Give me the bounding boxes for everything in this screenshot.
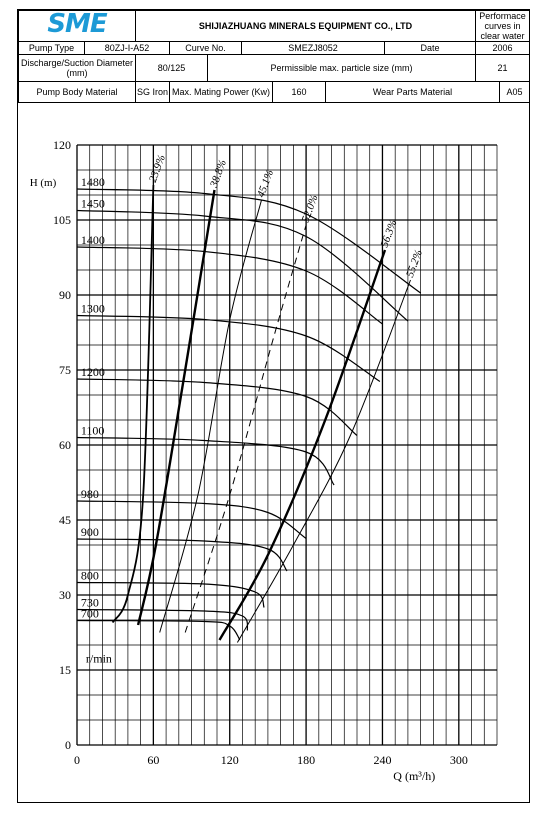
- efficiency-curve-label: 45.1%: [255, 168, 277, 200]
- speed-curve-label: 1480: [80, 175, 105, 189]
- particle-label: Permissible max. particle size (mm): [208, 55, 476, 82]
- speed-curve-label: 800: [80, 568, 99, 583]
- power-value: 160: [273, 82, 326, 103]
- perf-note: Performace curves in clear water: [476, 11, 530, 42]
- pump-type-value: 80ZJ-I-A52: [85, 42, 170, 55]
- speed-curve-label: 1450: [80, 196, 105, 211]
- wear-value: A05: [500, 82, 530, 103]
- company-logo: SME: [47, 10, 107, 39]
- speed-curve-label: 700: [80, 606, 99, 621]
- chart-labels: [30, 138, 468, 783]
- efficiency-curve: [138, 190, 214, 625]
- efficiency-curve: [160, 200, 262, 633]
- speed-curve-label: 1300: [80, 301, 105, 316]
- speed-curve: [77, 621, 240, 641]
- efficiency-curve-label: 23.9%: [146, 153, 168, 185]
- y-tick-label: 15: [59, 663, 71, 677]
- y-axis-label: H (m): [29, 177, 57, 189]
- x-tick-label: 240: [373, 753, 392, 767]
- pump-type-label: Pump Type: [19, 42, 85, 55]
- efficiency-curve: [237, 280, 410, 643]
- date-label: Date: [385, 42, 476, 55]
- y-tick-label: 45: [59, 513, 71, 527]
- diameter-value: 80/125: [136, 55, 208, 82]
- speed-curve-label: 900: [80, 525, 99, 539]
- chart-grid: [77, 145, 497, 745]
- y-tick-label: 75: [59, 363, 71, 377]
- speed-curve-label: 730: [80, 595, 99, 610]
- curve-no-value: SMEZJ8052: [242, 42, 385, 55]
- efficiency-curve-label: 38.8%: [207, 158, 229, 190]
- speed-curve-label: 1100: [80, 423, 105, 438]
- speed-unit-label: r/min: [85, 651, 112, 666]
- efficiency-curve-label: 56.3%: [378, 218, 400, 250]
- y-tick-label: 60: [59, 438, 71, 452]
- x-axis-label: Q (m³/h): [393, 769, 436, 783]
- material-label: Pump Body Material: [19, 82, 136, 103]
- efficiency-curve-label: 52.0%: [299, 193, 321, 225]
- speed-curve-label: 980: [80, 487, 99, 501]
- chart-curves: [77, 185, 421, 643]
- y-tick-label: 0: [65, 738, 71, 752]
- efficiency-curve-label: 55.2%: [403, 248, 425, 280]
- x-tick-label: 180: [297, 753, 316, 767]
- speed-curve-label: 1400: [80, 233, 105, 247]
- x-tick-label: 300: [449, 753, 468, 767]
- company-name: SHIJIAZHUANG MINERALS EQUIPMENT CO., LTD: [136, 11, 476, 42]
- x-tick-label: 0: [74, 753, 80, 767]
- diameter-label: Discharge/Suction Diameter (mm): [19, 55, 136, 82]
- power-label: Max. Mating Power (Kw): [170, 82, 273, 103]
- date-value: 2006: [476, 42, 530, 55]
- x-tick-label: 60: [147, 753, 160, 767]
- curve-no-label: Curve No.: [170, 42, 242, 55]
- wear-label: Wear Parts Material: [326, 82, 500, 103]
- speed-curve: [77, 189, 421, 293]
- y-tick-label: 120: [53, 138, 71, 152]
- y-tick-label: 105: [53, 213, 71, 227]
- efficiency-curve: [185, 225, 306, 633]
- material-value: SG Iron: [136, 82, 170, 103]
- y-tick-label: 30: [59, 588, 71, 602]
- particle-value: 21: [476, 55, 530, 82]
- speed-curve-label: 1200: [80, 365, 105, 379]
- x-tick-label: 120: [220, 753, 239, 767]
- y-tick-label: 90: [59, 288, 71, 302]
- efficiency-curve: [113, 185, 154, 623]
